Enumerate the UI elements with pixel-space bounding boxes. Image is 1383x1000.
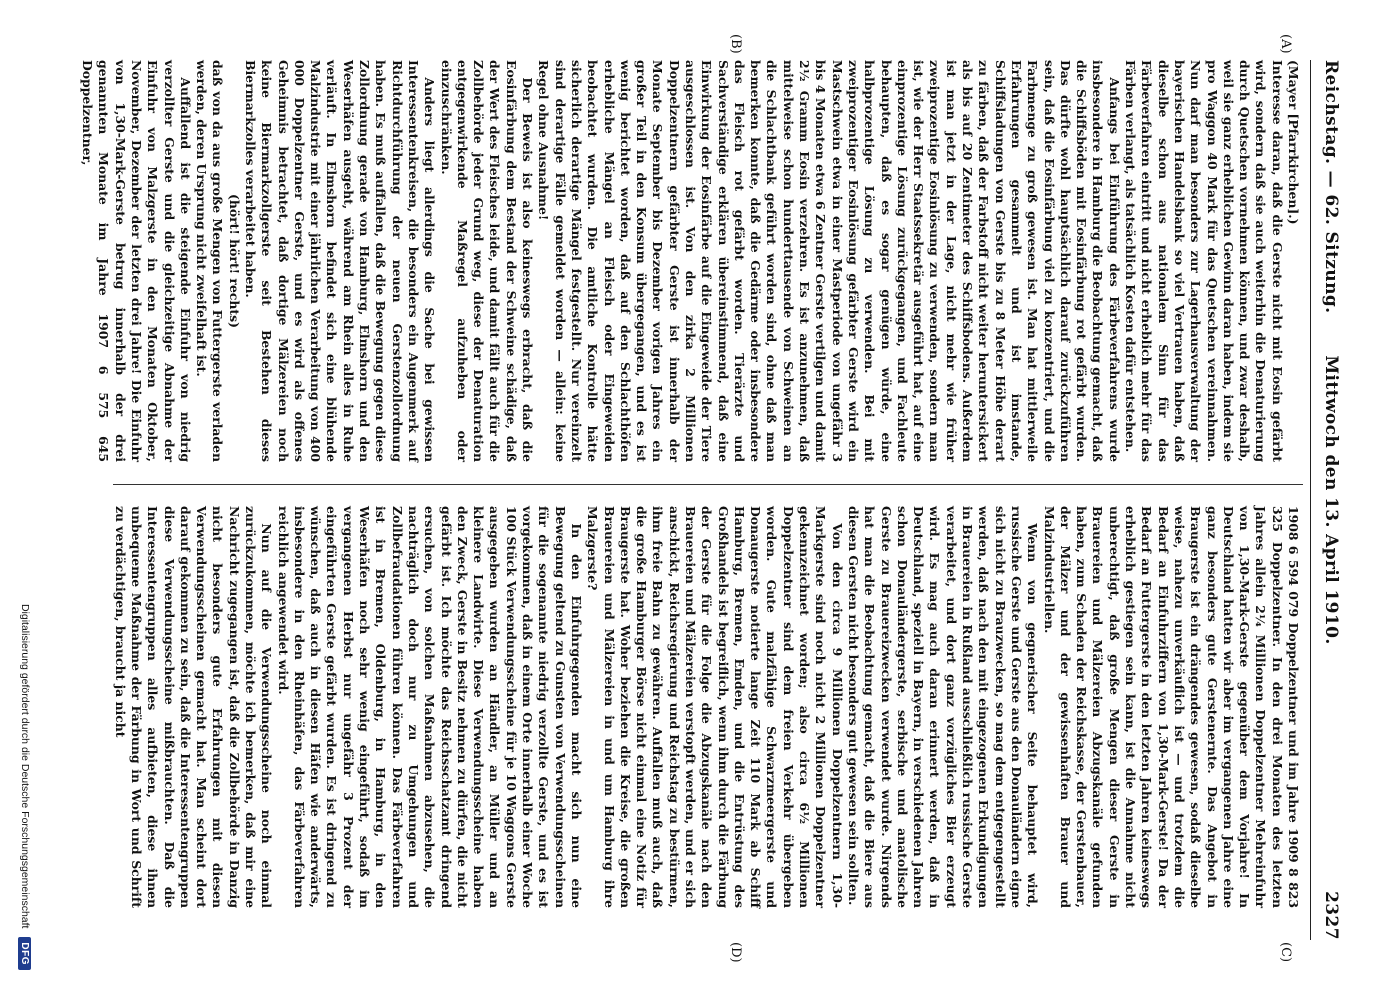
margin-marker-c: (C) bbox=[1278, 942, 1293, 963]
margin-marker-d: (D) bbox=[728, 942, 743, 963]
paragraph: 1908 6 594 079 Doppelzentner und im Jahre 1909 8 823 325 Doppelzentner. In den drei Monaten des letzten Jahres allein 2¼ Millionen Doppelzentner Mehreinfuhr von 1,30-Mark-Gerste gegenüber dem Vorjahre! In Deutschland hatten wir aber im vergangenen Jahre eine ganz besonders gute Gerstenernte. Das Angebot in Braugerste ist ein drängendes gewesen, sodaß dieselbe weise, nahezu unverkäuflich ist — und trotzdem die Bedarf an Einfuhrziffern von 1,30-Mark-Gerste! Da der Bedarf an Futtergerste in den letzten Jahren keineswegs erheblich gestiegen sein kann, ist die Annahme nicht unberechtigt, daß große Mengen dieser Gerste in Brauereien und Mälzereien Abzugskanäle gefunden haben, zum Schaden der Reichskasse, der Gerstenbauer, der Mälzer und der gewissenhaften Brauer und Malzindustriellen. bbox=[1041, 506, 1301, 908]
paragraph: In den Einfuhrgegenden macht sich nun eine Bewegung geltend zu Gunsten von Verwendungsscheinen für die sogenannte niedrig verzollte Gerste, und es ist vorgekommen, daß in einem Orte innerhalb einer Woche 100 Stück Verwendungsscheine für je 10 Waggons Gerste ausgegeben wurden an Händler, an Müller und an kleinere Landwirte. Diese Verwendungsscheine haben den Zweck, Gerste in Besitz nehmen zu dürfen, die nicht gefärbt ist. Ich möchte das Reichsschatzamt dringend ersuchen, von solchen Maßnahmen abzusehen, die nachträglich doch nur zu Umgehungen und Zollbefraudationen führen können. Das Färbeverfahren ist in Bremen, Oldenburg, in Hamburg, in den Weserhäfen noch sehr wenig eingeführt, sodaß im vergangenen Herbst nur ungefähr 3 Prozent der eingeführten Gerste gefärbt wurden. Es ist dringend zu wünschen, daß auch in diesen Häfen wie anderwärts, insbesondere in den Rheinhäfen, das Färbeverfahren reichlich angewendet wird. bbox=[275, 506, 584, 908]
text-column-left bbox=[80, 60, 1301, 462]
page-number: 2327 bbox=[1321, 891, 1341, 940]
digitization-credit bbox=[18, 430, 31, 970]
paragraph: Nun auf die Verwendungsscheine noch einmal zurückzukommen, möchte ich bemerken, daß mir eine Nachricht zugegangen ist, daß die Zollbehörde in Danzig nicht besonders gute Erfahrungen mit diesen Verwendungsscheinen gemacht hat. Man scheint dort darauf gekommen zu sein, daß die Interessentengruppen diese Verwendungsscheine mißbrauchten. Daß die Interessentengruppen alles aufbieten, diese ihnen unbequeme Maßnahme der Färbung in Wort und Schrift zu verdächtigen, braucht ja nicht bbox=[112, 506, 275, 908]
paragraph: Wenn von gegnerischer Seite behauptet wird, russische Gerste und Gerste aus den Donauländern eigne sich nicht zu Brauzwecken, so mag dem entgegengestellt werden, daß nach den mit eingezogenen Erkundigungen in Brauereien in Rußland ausschließlich russische Gerste verarbeitet, und dort ganz vorzügliches Bier erzeugt wird. Es mag auch daran erinnert werden, daß in Deutschland, speziell in Bayern, in verschiedenen Jahren schon Donauländergerste, serbische und anatolische Gerste zu Brauereizwecken verwendet wurde. Nirgends hat man die Beobachtung gemacht, daß die Biere aus diesen Gersten nicht besonders gut gewesen sein sollten. bbox=[845, 506, 1041, 908]
interjection: (hört! hört! rechts) bbox=[226, 194, 242, 328]
paragraph: Der Beweis ist also keineswegs erbracht, daß die Eosinfärbung dem Bestand der Schweine schädige, daß der Wert des Fleisches leide, und damit fällt auch für die Zollbehörde jeder Grund weg, diese der Denaturation entgegenwirkende Maßregel aufzuheben oder einzuschränken. bbox=[438, 60, 536, 462]
header-rule bbox=[1310, 60, 1311, 940]
paragraph: Interesse daran, daß die Gerste nicht mit Eosin gefärbt wird, sondern daß sie auch weiterhin die Denaturierung durch Quetschen vornehmen können, und zwar deshalb, weil sie ganz erheblichen Gewinn daran haben, indem sie pro Waggon 40 Mark für das Quetschen vereinnahmen. Nun darf man besonders zur Lagerhausverwaltung der bayerischen Handelsbank so viel Vertrauen haben, daß dieselbe schon aus nationalem Sinn für das Färbeverfahren eintritt und nicht erheblich mehr für das Färben verlangt, als tatsächlich Kosten dafür entstehen. bbox=[1123, 60, 1285, 462]
header-session-label: Reichstag. — 62. Sitzung. bbox=[1321, 60, 1341, 314]
text-column-right bbox=[112, 506, 1301, 908]
paragraph: daß von da aus große Mengen von Futtergerste verladen werden, deren Ursprung nicht zweifelhaft ist. bbox=[194, 60, 226, 462]
page-header bbox=[1315, 60, 1341, 940]
credit-text: Digitalisierung gefördert durch die Deutsche Forschungsgemeinschaft bbox=[19, 603, 31, 929]
header-date: Mittwoch den 13. April 1910. bbox=[1321, 355, 1341, 645]
column-divider bbox=[113, 484, 1303, 485]
paragraph: Auffallend ist die steigende Einfuhr von niedrig verzollter Gerste und die gleichzeitige Abnahme der Einfuhr von Malzgerste in den Monaten Oktober, November, Dezember der letzten drei Jahre! Die Einfuhr von 1,30-Mark-Gerste betrug innerhalb der drei genannten Monate im Jahre 1907 6 575 645 Doppelzentner, bbox=[80, 60, 193, 462]
paragraph: Anders liegt allerdings die Sache bei gewissen Interessentenkreisen, die besonders ein Augenmerk auf Richtdurchführung der neuen Gerstenzollordnung haben. Es muß auffallen, daß die Bewegung gegen diese Zollordnung gerade von Hamburg, Elmshorn und den Weserhäfen ausgeht, während am Rhein alles in Ruhe verläuft. In Elmshorn befindet sich eine blühende Malzindustrie mit einer jährlichen Verarbeitung von 400 000 Doppelzentner Gerste, und es wird als offenes Geheimnis betrachtet, daß dortige Mälzereien noch keine Biermarkzollgerste seit Bestehen dieses Biermarkzolles verarbeitet haben. bbox=[243, 60, 438, 462]
paragraph: Anfangs bei Einführung des Färbeverfahrens wurde insbesondere in Hamburg die Beobachtung gemacht, daß die Schiffsböden mit Eosinfärbung rot gefärbt wurden. Das dürfte wohl hauptsächlich darauf zurückzuführen sein, daß die Eosinfärbung viel zu konzentriert, und die Farbmenge zu groß gewesen ist. Man hat mittlerweile Erfahrungen gesammelt und ist imstande, Schiffsladungen von Gerste bis zu 8 Meter Höhe derart zu färben, daß der Farbstoff nicht weiter heruntersickert als bis auf 20 Zentimeter des Schiffsbodens. Außerdem ist man jetzt in der Lage, nicht mehr wie früher zweiprozentige Eosinlösung zu verwenden, sondern man ist, wie der Herr Staatssekretär ausgeführt hat, auf eine einprozentige Lösung zurückgegangen, und Fachleute behaupten, daß es sogar genügen würde, eine halbprozentige Lösung zu verwenden. Bei mit zweiprozentiger Eosinlösung gefärbter Gerste wird ein Mastschwein etwa in einer Mastperiode von ungefähr 3 bis 4 Monaten etwa 6 Zentner Gerste vertilgen und damit 2½ Gramm Eosin verzehren. Es ist anzunehmen, daß mittelweise schon hunderttausende von Schweinen an die Schlachtbank geführt worden sind, ohne daß man bemerken konnte, daß die Gedärme oder insbesondere das Fleisch rot gefärbt worden. Tierärzte und Sachverständige erklären übereinstimmend, daß eine Einwirkung der Eosinfärbe auf die Eingeweide der Tiere ausgeschlossen ist. Von den zirka 2 Millionen Doppelzentnern gefärbter Gerste ist innerhalb der Monate September bis Dezember vorigen Jahres ein großer Teil in den Konsum übergegangen, und es ist wenig berichtet worden, daß auf den Schlachthöfen erhebliche Mängel an Fleisch oder Eingeweiden beobachtet wurden. Die amtliche Kontrolle hätte sicherlich derartige Mängel festgestellt. Nur vereinzelt sind derartige Fälle gemeldet worden — allein: keine Regel ohne Ausnahme! bbox=[536, 60, 1122, 462]
margin-marker-a: (A) bbox=[1278, 34, 1293, 54]
speaker-label: (Mayer [Pfarrkirchen].) bbox=[1286, 60, 1301, 225]
paragraph: Von den circa 9 Millionen Doppelzentnern 1,30-Markgerste sind noch nicht 2 Millionen Doppelzentner gekennzeichnet worden; also circa 6½ Millionen Doppelzentner sind dem freien Verkehr übergeben worden. Gute malzfähige Schwarzmeergerste und Donaugerste notierte lange Zeit 110 Mark ab Schiff Hamburg, Bremen, Emden, und die Entrüstung des Großhandels ist begreiflich, wenn ihm durch die Färbung der Gerste für die Folge die Abzugskanäle nach den Brauereien und Mälzereien verstopft werden, und er sich anschickt, Reichsregierung und Reichstag zu bestürmen, ihm freie Bahn zu gewähren. Auffallen muß auch, daß die große Hamburger Börse nicht einmal eine Notiz für Braugerste hat. Woher beziehen die Kreise, die großen Brauereien und Mälzereien in und um Hamburg ihre Malzgerste? bbox=[585, 506, 845, 908]
dfg-logo: DFG bbox=[18, 937, 31, 970]
margin-marker-b: (B) bbox=[728, 34, 743, 54]
